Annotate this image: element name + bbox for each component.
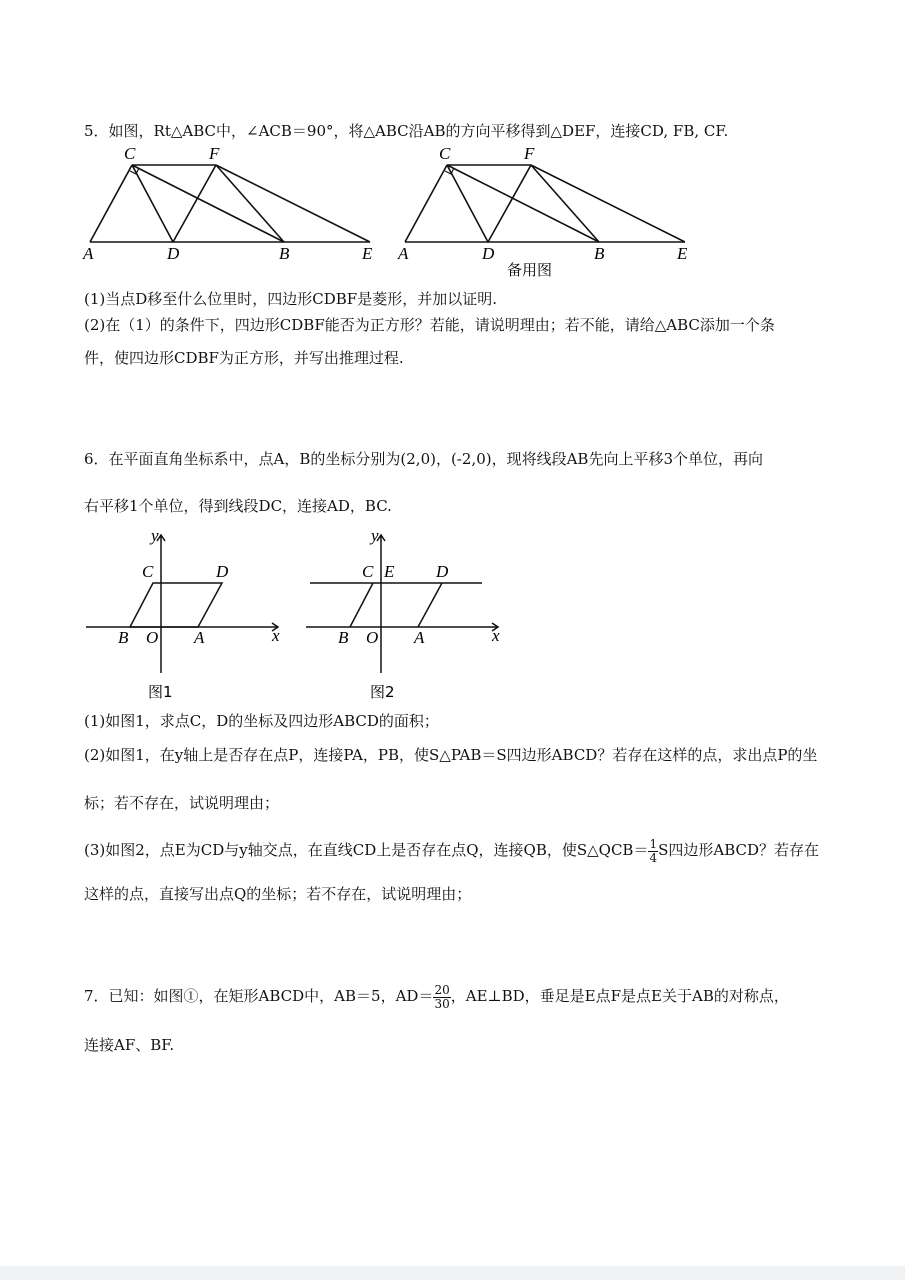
q6-frac-num: 1 [649,836,658,851]
q6-fig2-caption: 图2 [370,683,395,701]
q6-figure-2 [302,525,512,705]
q6f2-label-D: D [436,562,449,581]
q6-part1: (1)如图1，求点C，D的坐标及四边形ABCD的面积； [84,712,439,730]
q6-part3a-fraction [648,838,658,865]
q6f2-label-B: B [338,628,349,647]
q5-figure-main [82,140,382,265]
q5-figure-backup [397,140,697,280]
q5b-label-A: A [398,244,409,263]
q6-part3a-post: S四边形ABCD？若存在 [658,841,820,859]
q6f2-label-x: x [492,626,500,645]
q6f2-label-E: E [384,562,395,581]
q5-line-FB [216,165,284,242]
q7-line2: 连接AF、BF. [84,1036,175,1054]
q5-label-B: B [279,244,290,263]
q6-part3b: 这样的点，直接写出点Q的坐标；若不存在，试说明理由； [84,885,472,903]
q5-part1: (1)当点D移至什么位里时，四边形CDBF是菱形，并加以证明. [84,290,497,308]
q6f1-label-D: D [216,562,229,581]
q6f1-label-O: O [146,628,159,647]
q6f2-label-y: y [371,526,379,545]
q5-line-AC [90,165,132,242]
q6-part2a: (2)如图1，在y轴上是否存在点P，连接PA，PB，使S△PAB＝S四边形ABCD？若存在这样的点，求出点P的坐 [84,746,818,764]
q6-part2b: 标；若不存在，试说明理由； [84,794,280,812]
q6-fig1-caption: 图1 [148,683,173,701]
q5b-label-C: C [439,144,451,163]
q6f2-label-O: O [366,628,379,647]
q5-stem: 5．如图，Rt△ABC中，∠ACB＝90°，将△ABC沿AB的方向平移得到△DEF，连接CD, FB, CF. [84,122,729,140]
q7-line1-pre: 7．已知：如图①，在矩形ABCD中，AB＝5，AD＝ [84,987,434,1005]
q5-line-CB [132,165,284,242]
q5b-label-D: D [482,244,495,263]
q6-frac-den: 4 [649,850,658,865]
q6f1-parallelogram-ABCD [130,583,222,627]
q6-figure-1 [82,525,292,705]
q7-fraction [433,984,450,1011]
q5-label-F: F [209,144,220,163]
bottom-strip [0,1266,905,1280]
q5-label-C: C [124,144,136,163]
q5b-label-E: E [677,244,688,263]
q6f1-label-A: A [194,628,205,647]
q6-part3a [84,833,819,867]
q7-line1-post: ，AE⊥BD，垂足是E点F是点E关于AB的对称点， [450,987,789,1005]
q6f2-label-C: C [362,562,374,581]
q5-label-A: A [83,244,94,263]
q7-line1 [84,976,789,1016]
q6f1-label-x: x [272,626,280,645]
q6f2-label-A: A [414,628,425,647]
q5-line-FE [216,165,370,242]
q5b-label-F: F [524,144,535,163]
q6f2-line-BC [350,583,373,627]
q6f1-label-y: y [151,526,159,545]
q5-part2a: (2)在（1）的条件下，四边形CDBF能否为正方形？若能，请说明理由；若不能，请给△ABC添加一个条 [84,316,775,334]
q5-label-D: D [167,244,180,263]
q6f1-label-C: C [142,562,154,581]
q6f1-label-B: B [118,628,129,647]
q5-backup-caption: 备用图 [507,261,553,279]
q7-frac-den: 30 [434,996,450,1011]
q5-part2b: 件，使四边形CDBF为正方形，并写出推理过程. [84,349,404,367]
q6-stem-b: 右平移1个单位，得到线段DC，连接AD，BC. [84,497,392,515]
q6f2-line-AD [418,583,442,627]
q7-frac-num: 20 [434,982,450,997]
q5b-label-B: B [594,244,605,263]
q6-part3a-pre: (3)如图2，点E为CD与y轴交点，在直线CD上是否存在点Q，连接QB，使S△QCB＝ [84,841,649,859]
q6-stem-a: 6．在平面直角坐标系中，点A，B的坐标分别为(2,0)，(-2,0)，现将线段AB先向上平移3个单位，再向 [84,450,763,468]
q5-label-E: E [362,244,373,263]
q5-line-CD [132,165,173,242]
